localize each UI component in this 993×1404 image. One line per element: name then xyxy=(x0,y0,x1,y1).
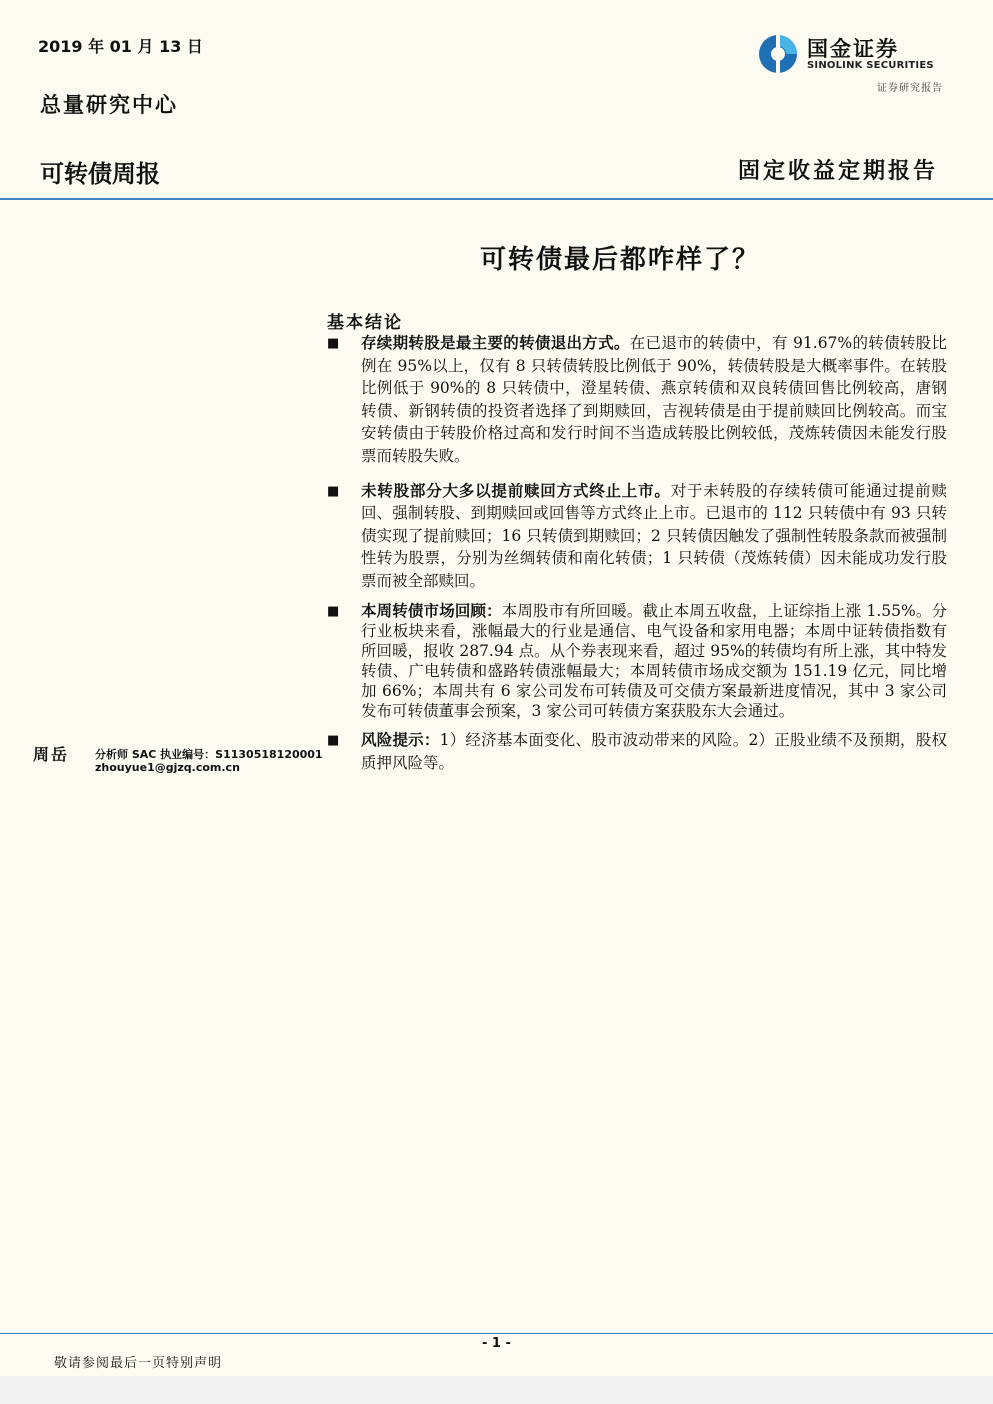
logo-name-en: SINOLINK SECURITIES xyxy=(807,60,934,71)
bullet-text: 对于未转股的存续转债可能通过提前赎回、强制转股、到期赎回或回售等方式终止上市。已退市的 112 只转债中有 93 只转债实现了提前赎回；16 只转债到期赎回；2 只转债因触发了强制性转股条款而被强制性转为股票，分别为丝绸转债和南化转债；1 只转债（茂炼转债）因未能成功发行股票而被全部赎回。 xyxy=(361,481,947,590)
report-type: 可转债周报 xyxy=(40,160,160,188)
author-email[interactable]: zhouyue1@gjzq.com.cn xyxy=(95,761,240,774)
bullet-square-icon: ■ xyxy=(327,603,340,619)
page-number: - 1 - xyxy=(482,1336,511,1351)
list-item xyxy=(327,480,947,593)
bullet-square-icon: ■ xyxy=(327,336,340,351)
report-title: 可转债最后都咋样了？ xyxy=(480,245,761,275)
header-divider xyxy=(0,198,993,200)
report-date: 2019 年 01 月 13 日 xyxy=(38,37,203,56)
footer-band xyxy=(0,1376,993,1404)
bullet-lead: 存续期转股是最主要的转债退出方式。 xyxy=(361,333,630,352)
bullet-square-icon: ■ xyxy=(327,483,340,499)
list-item xyxy=(327,729,947,774)
author-name: 周岳 xyxy=(33,745,70,764)
footer-divider xyxy=(0,1333,993,1334)
department-name: 总量研究中心 xyxy=(40,92,178,117)
disclaimer-text: 敬请参阅最后一页特别声明 xyxy=(54,1356,223,1371)
bullet-text: 1）经济基本面变化、股市波动带来的风险。2）正股业绩不及预期，股权质押风险等。 xyxy=(361,731,947,772)
bullet-lead: 本周转债市场回顾： xyxy=(361,600,502,620)
logo-name-cn: 国金证券 xyxy=(807,37,899,61)
list-item xyxy=(327,601,947,722)
report-category: 固定收益定期报告 xyxy=(737,158,938,184)
conclusion-list xyxy=(327,332,947,774)
bullet-text: 本周股市有所回暖。截止本周五收盘，上证综指上涨 1.55%。分行业板块来看，涨幅最大的行业是通信、电气设备和家用电器；本周中证转债指数有所回暖，报收 287.94 点。从个券表现来看，超过 95%的转债均有所上涨，其中特发转债、广电转债和盛路转债涨幅最大；本周转债市场成交额为 151.19 亿元，同比增加 66%；本周共有 6 家公司发布可转债及可交债方案最新进度情况，其中 3 家公司发布可转债董事会预案，3 家公司可转债方案获股东大会通过。 xyxy=(361,601,947,720)
list-item xyxy=(327,332,947,468)
bullet-text: 在已退市的转债中，有 91.67%的转债转股比例在 95%以上，仅有 8 只转债转股比例低于 90%，转债转股是大概率事件。在转股比例低于 90%的 8 只转债中，澄星转债、燕京转债和双良转债回售比例较高，唐钢转债、新钢转债的投资者选择了到期赎回，吉视转债是由于提前赎回比例较高。而宝安转债由于转股价格过高和发行时间不当造成转股比例较低，茂炼转债因未能发行股票而转股失败。 xyxy=(361,334,947,465)
logo-subtitle: 证券研究报告 xyxy=(877,83,943,94)
section-title: 基本结论 xyxy=(327,313,403,333)
bullet-lead: 风险提示： xyxy=(361,730,440,750)
author-certification: 分析师 SAC 执业编号：S1130518120001 xyxy=(95,748,323,761)
bullet-square-icon: ■ xyxy=(327,733,340,749)
bullet-lead: 未转股部分大多以提前赎回方式终止上市。 xyxy=(361,480,671,500)
